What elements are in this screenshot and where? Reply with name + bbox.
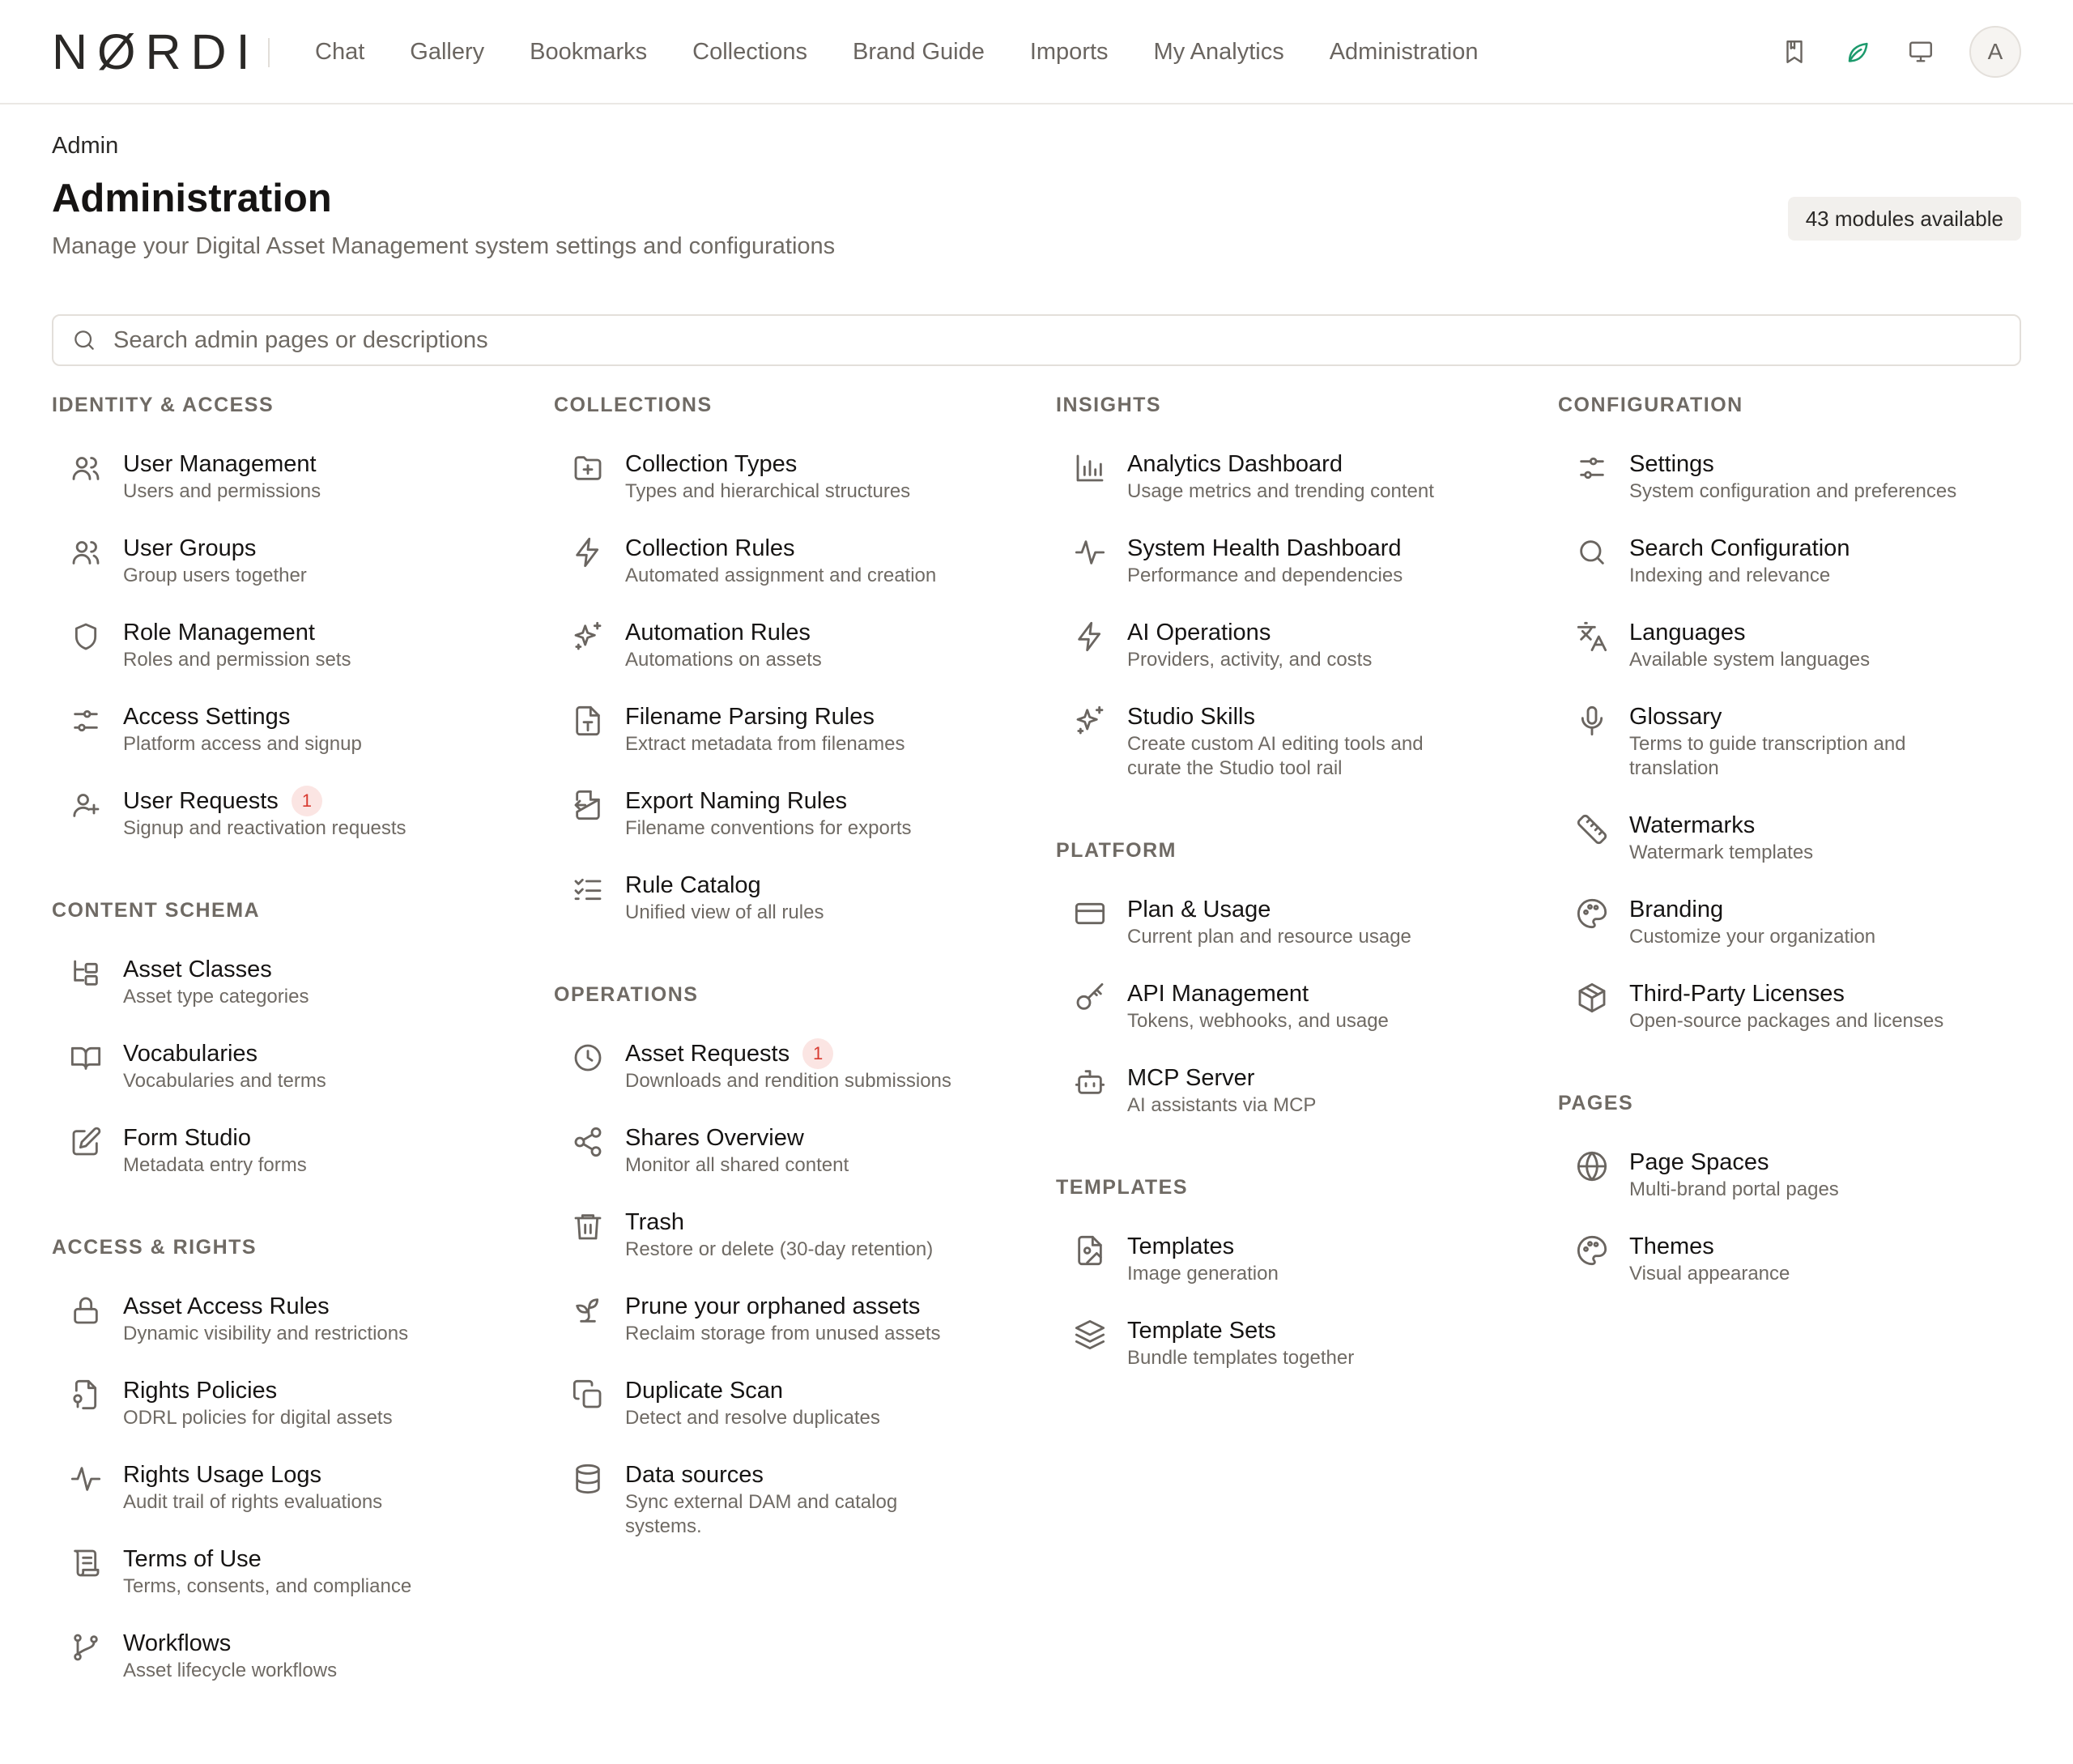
layers-icon — [1056, 1315, 1127, 1370]
admin-item-asset-requests[interactable] — [554, 1038, 1024, 1093]
item-description: Filename conventions for exports — [625, 817, 912, 839]
section-title-insights: INSIGHTS — [1056, 394, 1162, 416]
admin-item-prune-orphaned-assets[interactable] — [554, 1291, 1024, 1346]
item-description: Open-source packages and licenses — [1629, 1010, 1944, 1032]
page-subtitle: Manage your Digital Asset Management system settings and configurations — [52, 233, 836, 259]
item-title: Plan & Usage — [1127, 897, 1271, 922]
admin-item-plan-usage[interactable] — [1056, 894, 1526, 949]
section-title-configuration: CONFIGURATION — [1558, 394, 1743, 416]
item-title: Vocabularies — [123, 1041, 258, 1067]
item-description: Performance and dependencies — [1127, 565, 1403, 586]
section-title-templates: TEMPLATES — [1056, 1176, 1189, 1199]
admin-item-themes[interactable] — [1558, 1231, 2028, 1286]
item-title: Access Settings — [123, 704, 291, 730]
zap-icon — [1056, 617, 1127, 672]
item-description: Asset lifecycle workflows — [123, 1660, 338, 1681]
item-description: Indexing and relevance — [1629, 565, 1831, 586]
admin-search-bar — [52, 314, 2021, 366]
item-description: Sync external DAM and catalog systems. — [625, 1491, 898, 1537]
item-description: Reclaim storage from unused assets — [625, 1323, 941, 1344]
palette-icon — [1558, 1231, 1629, 1286]
nav-collections[interactable]: Collections — [692, 39, 808, 65]
item-description: ODRL policies for digital assets — [123, 1407, 393, 1429]
item-title: Rule Catalog — [625, 872, 761, 898]
admin-item-third-party-licenses[interactable] — [1558, 978, 2028, 1033]
item-title: API Management — [1127, 981, 1309, 1007]
item-title: User Groups — [123, 535, 257, 561]
admin-item-page-spaces[interactable] — [1558, 1147, 2028, 1202]
item-title: AI Operations — [1127, 620, 1271, 646]
item-title: Templates — [1127, 1234, 1235, 1259]
item-title: Page Spaces — [1629, 1149, 1769, 1175]
admin-item-settings[interactable] — [1558, 449, 2028, 504]
user-group-icon — [52, 533, 123, 588]
palette-icon — [1558, 894, 1629, 949]
admin-item-workflows[interactable] — [52, 1628, 521, 1683]
item-description: Automations on assets — [625, 649, 822, 671]
page-title: Administration — [52, 177, 332, 220]
column-3 — [1056, 390, 1526, 1370]
item-title: Languages — [1629, 620, 1746, 646]
item-title: Role Management — [123, 620, 315, 646]
item-title: Template Sets — [1127, 1318, 1276, 1344]
top-navigation-bar — [0, 0, 2073, 104]
file-policy-icon — [52, 1375, 123, 1430]
admin-item-data-sources[interactable] — [554, 1459, 1024, 1539]
ruler-icon — [1558, 810, 1629, 865]
admin-item-mcp-server[interactable] — [1056, 1063, 1526, 1118]
item-title: Form Studio — [123, 1125, 251, 1151]
users-icon — [52, 449, 123, 504]
item-description: Watermark templates — [1629, 842, 1814, 863]
admin-item-terms-of-use[interactable] — [52, 1544, 521, 1599]
item-description: Terms, consents, and compliance — [123, 1575, 412, 1597]
item-title: Themes — [1629, 1234, 1714, 1259]
bookmark-icon[interactable] — [1778, 36, 1811, 68]
admin-item-search-configuration[interactable] — [1558, 533, 2028, 588]
item-description: Restore or delete (30-day retention) — [625, 1238, 934, 1260]
item-title: Rights Usage Logs — [123, 1462, 322, 1488]
admin-item-glossary[interactable] — [1558, 701, 2028, 781]
item-description: Available system languages — [1629, 649, 1871, 671]
lock-icon — [52, 1291, 123, 1346]
admin-item-filename-parsing-rules[interactable] — [554, 701, 1024, 756]
item-title: Search Configuration — [1629, 535, 1850, 561]
item-description: Bundle templates together — [1127, 1347, 1355, 1369]
item-description: Automated assignment and creation — [625, 565, 937, 586]
item-title: Studio Skills — [1127, 704, 1255, 730]
item-description: Image generation — [1127, 1263, 1279, 1285]
column-4 — [1558, 390, 2028, 1286]
main-nav — [315, 36, 1523, 68]
bar-chart-icon — [1056, 449, 1127, 504]
admin-item-access-settings[interactable] — [52, 701, 521, 756]
admin-item-rights-usage-logs[interactable] — [52, 1459, 521, 1515]
package-icon — [1558, 978, 1629, 1033]
admin-item-trash[interactable] — [554, 1207, 1024, 1262]
modules-count-badge: 43 modules available — [1788, 197, 2021, 241]
item-title: Analytics Dashboard — [1127, 451, 1343, 477]
item-title: User Requests — [123, 788, 279, 814]
search-icon — [1558, 533, 1629, 588]
nav-gallery[interactable]: Gallery — [410, 39, 485, 65]
nav-imports[interactable]: Imports — [1029, 39, 1109, 65]
item-description: Extract metadata from filenames — [625, 733, 905, 755]
edit-icon — [52, 1123, 123, 1178]
sparkles-icon — [1056, 701, 1127, 781]
nav-bookmarks[interactable]: Bookmarks — [530, 39, 648, 65]
nav-my-analytics[interactable]: My Analytics — [1153, 39, 1284, 65]
item-title: Prune your orphaned assets — [625, 1293, 921, 1319]
item-description: System configuration and preferences — [1629, 480, 1957, 502]
admin-item-ai-operations[interactable] — [1056, 617, 1526, 672]
admin-item-vocabularies[interactable] — [52, 1038, 521, 1093]
item-title: Watermarks — [1629, 812, 1756, 838]
admin-item-export-naming-rules[interactable] — [554, 786, 1024, 841]
item-description: Asset type categories — [123, 986, 309, 1008]
item-title: Automation Rules — [625, 620, 811, 646]
column-2 — [554, 390, 1024, 1539]
key-icon — [1056, 978, 1127, 1033]
item-description: Dynamic visibility and restrictions — [123, 1323, 409, 1344]
zap-icon — [554, 533, 625, 588]
item-description: Users and permissions — [123, 480, 321, 502]
breadcrumb[interactable]: Admin — [52, 133, 119, 159]
column-1 — [52, 390, 521, 1683]
list-checks-icon — [554, 870, 625, 925]
admin-item-branding[interactable] — [1558, 894, 2028, 949]
item-title: Export Naming Rules — [625, 788, 847, 814]
admin-item-languages[interactable] — [1558, 617, 2028, 672]
notification-badge: 1 — [802, 1038, 833, 1069]
item-title: Branding — [1629, 897, 1724, 922]
credit-card-icon — [1056, 894, 1127, 949]
item-description: Group users together — [123, 565, 307, 586]
item-title: Terms of Use — [123, 1546, 262, 1572]
bot-icon — [1056, 1063, 1127, 1118]
admin-item-system-health-dashboard[interactable] — [1056, 533, 1526, 588]
section-title-operations: OPERATIONS — [554, 983, 699, 1006]
admin-item-collection-rules[interactable] — [554, 533, 1024, 588]
nav-administration[interactable]: Administration — [1329, 39, 1479, 65]
item-description: Unified view of all rules — [625, 901, 824, 923]
languages-icon — [1558, 617, 1629, 672]
section-title-platform: PLATFORM — [1056, 839, 1177, 862]
item-title: Workflows — [123, 1630, 232, 1656]
item-description: Monitor all shared content — [625, 1154, 849, 1176]
item-description: Visual appearance — [1629, 1263, 1790, 1285]
scroll-icon — [52, 1544, 123, 1599]
item-title: Data sources — [625, 1462, 764, 1488]
file-type-icon — [554, 701, 625, 756]
section-title-pages: PAGES — [1558, 1092, 1634, 1114]
item-title: Trash — [625, 1209, 685, 1235]
item-title: Shares Overview — [625, 1125, 804, 1151]
folder-tree-icon — [52, 954, 123, 1009]
folder-plus-icon — [554, 449, 625, 504]
leaf-icon[interactable] — [1841, 36, 1874, 68]
user-plus-icon — [52, 786, 123, 841]
item-description: AI assistants via MCP — [1127, 1094, 1317, 1116]
item-title: MCP Server — [1127, 1065, 1255, 1091]
admin-item-role-management[interactable] — [52, 617, 521, 672]
item-title: Asset Requests — [625, 1041, 790, 1067]
admin-item-rule-catalog[interactable] — [554, 870, 1024, 925]
admin-item-template-sets[interactable] — [1056, 1315, 1526, 1370]
nordi-logo[interactable]: NØRDI — [52, 24, 260, 79]
item-description: Detect and resolve duplicates — [625, 1407, 880, 1429]
admin-item-templates[interactable] — [1056, 1231, 1526, 1286]
item-title: User Management — [123, 451, 317, 477]
item-title: Collection Types — [625, 451, 798, 477]
item-description: Providers, activity, and costs — [1127, 649, 1373, 671]
item-description: Vocabularies and terms — [123, 1070, 326, 1092]
search-input[interactable] — [113, 327, 1976, 354]
item-description: Terms to guide transcription and translation — [1629, 733, 1906, 779]
sliders-icon — [1558, 449, 1629, 504]
admin-item-duplicate-scan[interactable] — [554, 1375, 1024, 1430]
item-title: Rights Policies — [123, 1378, 278, 1404]
nav-brand-guide[interactable]: Brand Guide — [853, 39, 985, 65]
shield-icon — [52, 617, 123, 672]
admin-item-rights-policies[interactable] — [52, 1375, 521, 1430]
monitor-icon[interactable] — [1905, 36, 1937, 68]
item-title: Asset Classes — [123, 957, 272, 982]
item-description: Downloads and rendition submissions — [625, 1070, 951, 1092]
git-branch-icon — [52, 1628, 123, 1683]
admin-item-collection-types[interactable] — [554, 449, 1024, 504]
globe-icon — [1558, 1147, 1629, 1202]
item-description: Metadata entry forms — [123, 1154, 307, 1176]
search-icon — [71, 327, 97, 353]
header-actions — [1747, 26, 2021, 78]
admin-item-api-management[interactable] — [1056, 978, 1526, 1033]
item-title: Collection Rules — [625, 535, 795, 561]
sliders-icon — [52, 701, 123, 756]
activity-icon — [52, 1459, 123, 1515]
share-icon — [554, 1123, 625, 1178]
item-description: Create custom AI editing tools and curate the Studio tool rail — [1127, 733, 1424, 779]
item-description: Platform access and signup — [123, 733, 362, 755]
section-title-collections: COLLECTIONS — [554, 394, 713, 416]
book-open-icon — [52, 1038, 123, 1093]
item-title: Settings — [1629, 451, 1714, 477]
mic-icon — [1558, 701, 1629, 781]
copy-icon — [554, 1375, 625, 1430]
activity-icon — [1056, 533, 1127, 588]
file-image-icon — [1056, 1231, 1127, 1286]
logo-divider — [268, 38, 270, 67]
item-title: Glossary — [1629, 704, 1722, 730]
item-description: Signup and reactivation requests — [123, 817, 407, 839]
admin-item-watermarks[interactable] — [1558, 810, 2028, 865]
file-export-icon — [554, 786, 625, 841]
item-title: Filename Parsing Rules — [625, 704, 875, 730]
clock-icon — [554, 1038, 625, 1093]
avatar[interactable]: A — [1969, 26, 2021, 78]
admin-item-form-studio[interactable] — [52, 1123, 521, 1178]
section-title-identity: IDENTITY & ACCESS — [52, 394, 275, 416]
nav-chat[interactable]: Chat — [315, 39, 365, 65]
admin-item-asset-access-rules[interactable] — [52, 1291, 521, 1346]
item-title: Duplicate Scan — [625, 1378, 784, 1404]
section-title-content-schema: CONTENT SCHEMA — [52, 899, 261, 922]
admin-item-asset-classes[interactable] — [52, 954, 521, 1009]
item-description: Customize your organization — [1629, 926, 1876, 948]
item-description: Tokens, webhooks, and usage — [1127, 1010, 1389, 1032]
item-title: Third-Party Licenses — [1629, 981, 1845, 1007]
item-description: Current plan and resource usage — [1127, 926, 1411, 948]
section-title-access-rights: ACCESS & RIGHTS — [52, 1236, 258, 1259]
admin-item-automation-rules[interactable] — [554, 617, 1024, 672]
trash-icon — [554, 1207, 625, 1262]
admin-item-shares-overview[interactable] — [554, 1123, 1024, 1178]
item-description: Roles and permission sets — [123, 649, 351, 671]
item-description: Types and hierarchical structures — [625, 480, 911, 502]
admin-item-user-requests[interactable] — [52, 786, 521, 841]
admin-item-studio-skills[interactable] — [1056, 701, 1526, 781]
item-title: System Health Dashboard — [1127, 535, 1402, 561]
item-description: Multi-brand portal pages — [1629, 1178, 1839, 1200]
sparkles-icon — [554, 617, 625, 672]
item-description: Audit trail of rights evaluations — [123, 1491, 383, 1513]
notification-badge: 1 — [292, 786, 322, 816]
item-description: Usage metrics and trending content — [1127, 480, 1434, 502]
database-icon — [554, 1459, 625, 1539]
admin-item-user-groups[interactable] — [52, 533, 521, 588]
admin-item-user-management[interactable] — [52, 449, 521, 504]
item-title: Asset Access Rules — [123, 1293, 330, 1319]
sprout-icon — [554, 1291, 625, 1346]
admin-item-analytics-dashboard[interactable] — [1056, 449, 1526, 504]
